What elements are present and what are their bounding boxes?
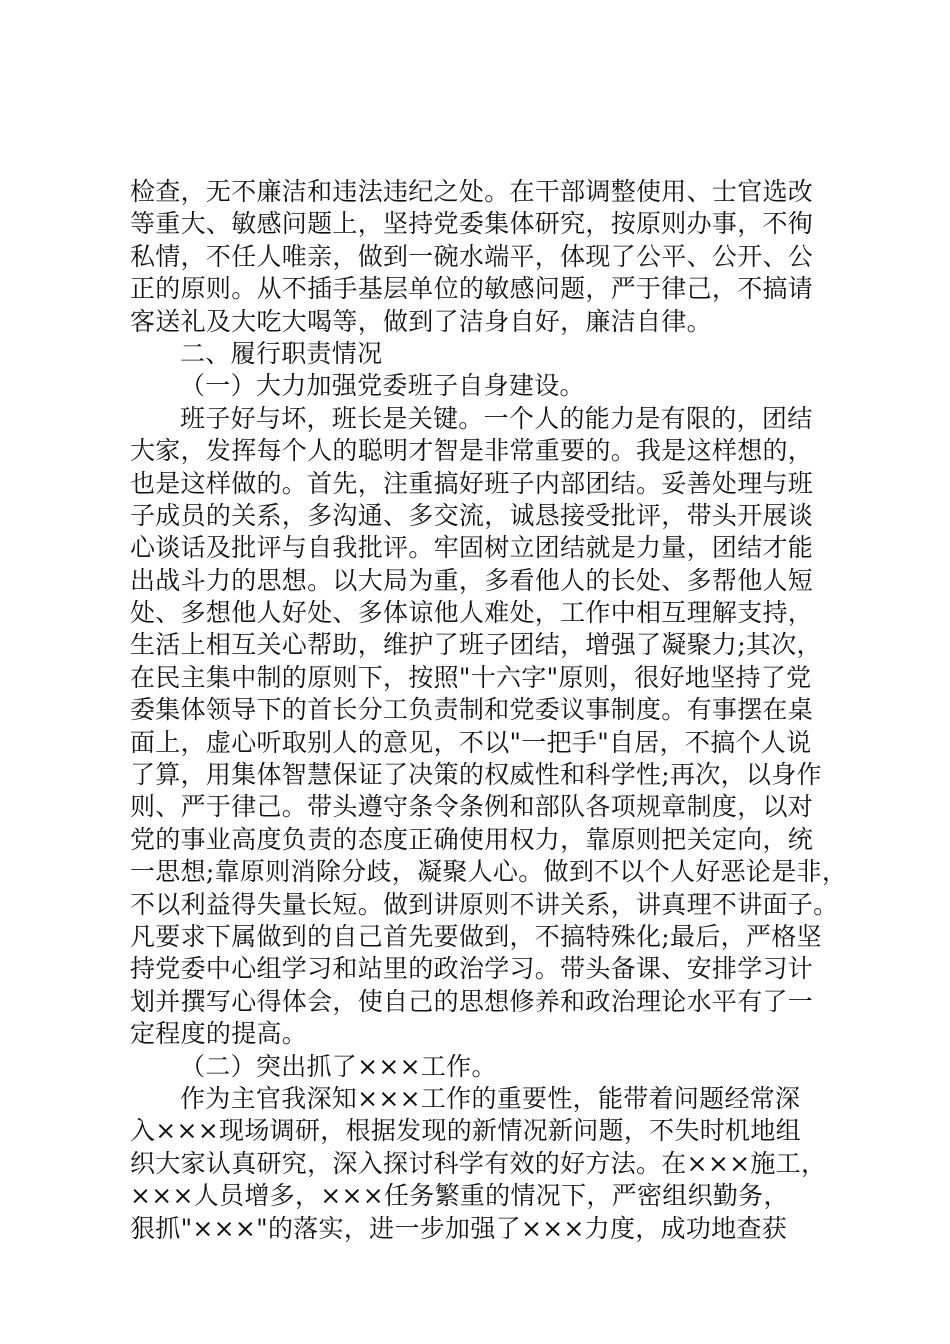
text-line: 作为主官我深知×××工作的重要性，能带着问题经常深 — [180, 1083, 801, 1113]
text-line: 正的原则。从不插手基层单位的敏感问题，严于律己，不搞请 — [130, 274, 814, 304]
text-line: 划并撰写心得体会，使自己的思想修养和政治理论水平有了一 — [130, 986, 814, 1016]
text-line: 一思想;靠原则消除分歧，凝聚人心。做到不以个人好恶论是非， — [130, 857, 848, 887]
text-line: 私情，不任人唯亲，做到一碗水端平，体现了公平、公开、公 — [130, 241, 814, 271]
text-line: 生活上相互关心帮助，维护了班子团结，增强了凝聚力;其次， — [130, 630, 822, 660]
text-line: 客送礼及大吃大喝等，做到了洁身自好，廉洁自律。 — [130, 306, 712, 336]
text-line: 在民主集中制的原则下，按照"十六字"原则，很好地坚持了党 — [130, 662, 812, 692]
text-line: 狠抓"×××"的落实，进一步加强了×××力度，成功地查获 — [130, 1213, 788, 1243]
text-line: ×××人员增多，×××任务繁重的情况下，严密组织勤务， — [130, 1181, 789, 1211]
text-line: 不以利益得失量长短。做到讲原则不讲关系，讲真理不讲面子。 — [130, 889, 839, 919]
text-line: 凡要求下属做到的自己首先要做到，不搞特殊化;最后，严格坚 — [130, 921, 822, 951]
text-line: 定程度的提高。 — [130, 1019, 308, 1049]
text-line: 二、履行职责情况 — [180, 338, 383, 368]
text-line: 处、多想他人好处、多体谅他人难处，工作中相互理解支持， — [130, 598, 814, 628]
text-line: 入×××现场调研，根据发现的新情况新问题，不失时机地组 — [130, 1116, 801, 1146]
text-line: 等重大、敏感问题上，坚持党委集体研究，按原则办事，不徇 — [130, 209, 814, 239]
text-line: 织大家认真研究，深入探讨科学有效的好方法。在×××施工， — [130, 1148, 827, 1178]
text-line: 则、严于律己。带头遵守条令条例和部队各项规章制度，以对 — [130, 792, 814, 822]
text-line: （一）大力加强党委班子自身建设。 — [180, 371, 585, 401]
text-line: 子成员的关系，多沟通、多交流，诚恳接受批评，带头开展谈 — [130, 500, 814, 530]
text-line: 面上，虚心听取别人的意见，不以"一把手"自居，不搞个人说 — [130, 727, 812, 757]
text-line: （二）突出抓了×××工作。 — [180, 1051, 497, 1081]
text-line: 也是这样做的。首先，注重搞好班子内部团结。妥善处理与班 — [130, 468, 814, 498]
text-line: 党的事业高度负责的态度正确使用权力，靠原则把关定向，统 — [130, 824, 814, 854]
text-line: 大家，发挥每个人的聪明才智是非常重要的。我是这样想的， — [130, 436, 814, 466]
body-text — [130, 176, 848, 1245]
text-line: 心谈话及批评与自我批评。牢固树立团结就是力量，团结才能 — [130, 533, 814, 563]
text-line: 检查，无不廉洁和违法违纪之处。在干部调整使用、士官选改 — [130, 177, 814, 206]
text-line: 班子好与坏，班长是关键。一个人的能力是有限的，团结 — [180, 403, 813, 433]
text-line: 持党委中心组学习和站里的政治学习。带头备课、安排学习计 — [130, 954, 814, 984]
text-line: 了算，用集体智慧保证了决策的权威性和科学性;再次，以身作 — [130, 760, 822, 790]
text-line: 出战斗力的思想。以大局为重，多看他人的长处、多帮他人短 — [130, 565, 814, 595]
text-line: 委集体领导下的首长分工负责制和党委议事制度。有事摆在桌 — [130, 695, 814, 725]
